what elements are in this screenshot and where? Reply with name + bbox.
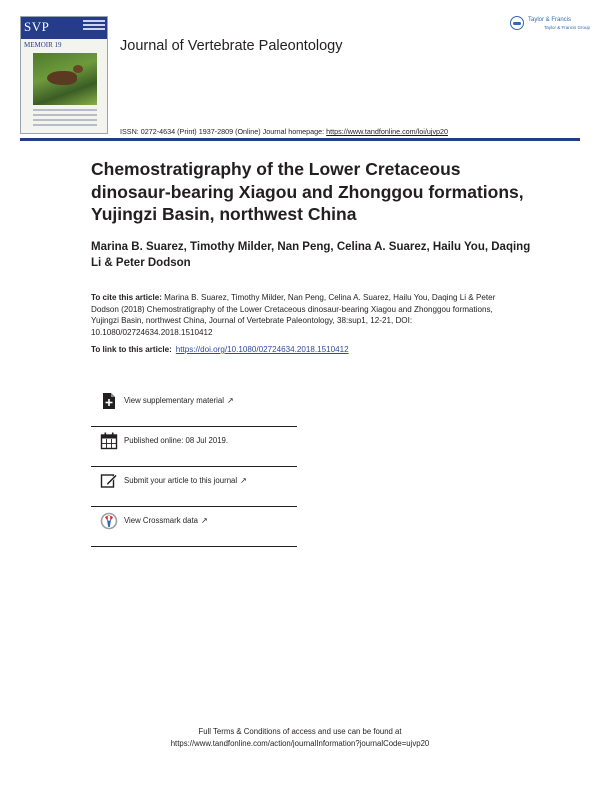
- cover-series: MEMOIR 19: [24, 41, 62, 49]
- cover-masthead-lines: [83, 20, 105, 36]
- publisher-logo-name: Taylor & Francis: [528, 17, 572, 23]
- supplementary-material-label: View supplementary material: [124, 396, 224, 405]
- supplementary-material-panel[interactable]: [91, 386, 297, 427]
- calendar-icon: [100, 432, 118, 450]
- footer-terms-text: Full Terms & Conditions of access and use can be found at: [198, 727, 402, 736]
- submit-article-label: Submit your article to this journal: [124, 476, 238, 485]
- citation-block: [91, 292, 511, 338]
- crossmark-icon: [100, 512, 118, 530]
- terms-footer: [0, 726, 600, 749]
- cover-photo: [33, 53, 97, 105]
- published-online-panel: [91, 426, 297, 467]
- external-link-icon: ↗: [240, 476, 247, 485]
- article-doi-link[interactable]: https://doi.org/10.1080/02724634.2018.1510412: [175, 345, 349, 354]
- edit-pencil-icon: [100, 472, 118, 490]
- cover-dinosaur-head: [73, 65, 83, 73]
- cover-masthead: SVP: [24, 19, 50, 34]
- supplementary-plus-icon: [100, 392, 118, 410]
- cover-masthead-band: [21, 17, 107, 39]
- publisher-logo[interactable]: [510, 16, 591, 36]
- crossmark-link[interactable]: [124, 516, 208, 525]
- footer-terms-link[interactable]: https://www.tandfonline.com/action/journalInformation?journalCode=ujvp20: [170, 738, 430, 748]
- article-link-label: To link to this article:: [91, 345, 172, 354]
- article-link-line: [91, 345, 349, 354]
- published-online-text: Published online: 08 Jul 2019.: [124, 436, 229, 445]
- publisher-logo-icon: [510, 16, 524, 30]
- article-title: Chemostratigraphy of the Lower Cretaceous dinosaur-bearing Xiagou and Zhonggou formations, Yujingzi Basin, northwest China: [91, 159, 524, 224]
- submit-article-panel[interactable]: [91, 466, 297, 507]
- citation-doi-link[interactable]: 10.1080/02724634.2018.1510412: [91, 327, 213, 337]
- submit-article-link[interactable]: [124, 476, 247, 485]
- crossmark-label: View Crossmark data: [124, 516, 198, 525]
- citation-text: Marina B. Suarez, Timothy Milder, Nan Peng, Celina A. Suarez, Hailu You, Daqing Li & Peter Dodson (2018) Chemostratigraphy of the Lower Cretaceous dinosaur-bearing Xiagou and Zhonggou formations, Yujingzi Basin, northwest China, Journal of Vertebrate Paleontology, 38:sup1, 12-21, DOI:: [91, 293, 496, 325]
- publisher-logo-group: Taylor & Francis Group: [544, 25, 591, 30]
- external-link-icon: ↗: [226, 396, 234, 405]
- cover-text-lines: [33, 109, 97, 129]
- journal-name[interactable]: Journal of Vertebrate Paleontology: [120, 38, 343, 54]
- issn-text: ISSN: 0272-4634 (Print) 1937-2809 (Online) Journal homepage:: [120, 127, 327, 136]
- cover-dinosaur-shape: [47, 71, 77, 85]
- journal-cover-image: [20, 16, 108, 134]
- header-divider: [20, 138, 580, 141]
- external-link-icon: ↗: [200, 516, 208, 525]
- article-authors: Marina B. Suarez, Timothy Milder, Nan Peng, Celina A. Suarez, Hailu You, Daqing Li & Peter Dodson: [91, 241, 531, 269]
- journal-homepage-link[interactable]: https://www.tandfonline.com/loi/ujvp20: [326, 127, 449, 136]
- citation-label: To cite this article:: [91, 293, 162, 302]
- supplementary-material-link[interactable]: [124, 396, 234, 405]
- crossmark-panel[interactable]: [91, 506, 297, 547]
- issn-line: [120, 127, 448, 136]
